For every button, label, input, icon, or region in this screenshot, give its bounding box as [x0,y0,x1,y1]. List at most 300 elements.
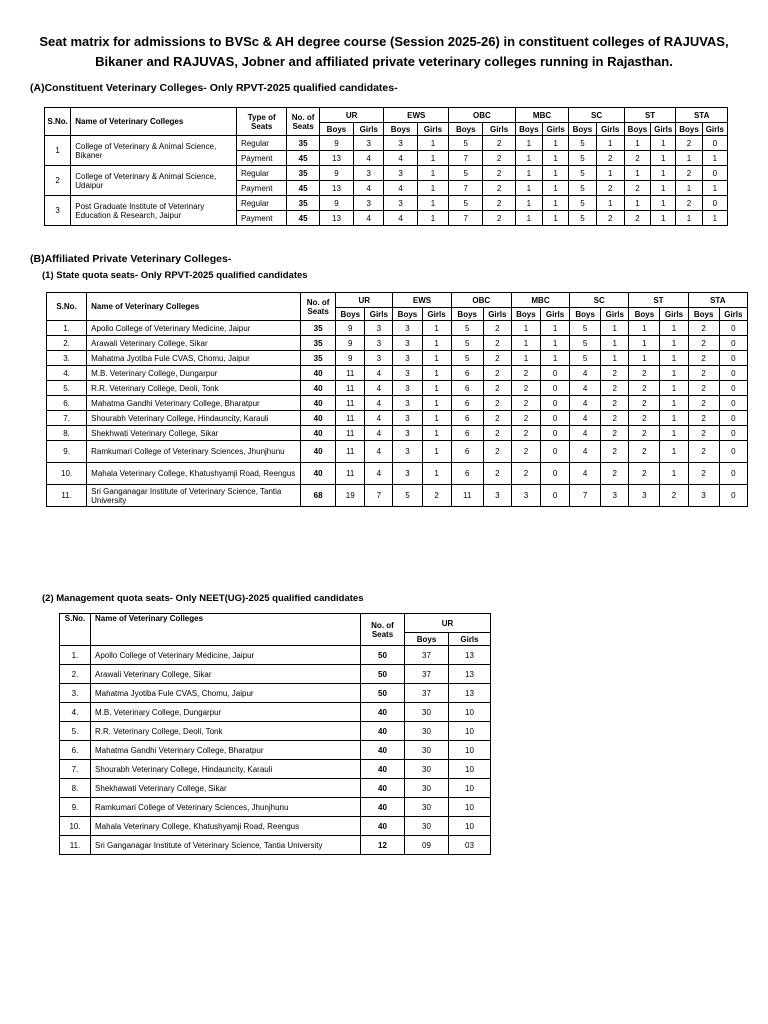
count-cell: 0 [719,463,747,485]
count-cell: 5 [570,321,601,336]
count-cell: 11 [451,485,483,507]
count-cell: 2 [596,181,624,196]
count-cell: 1 [515,166,542,181]
girls-count-cell: 10 [449,760,491,779]
count-cell: 3 [384,136,417,151]
count-cell: 4 [570,441,601,463]
table-row [45,196,728,211]
count-cell: 2 [688,426,719,441]
seats-cell: 35 [301,351,336,366]
girls-count-cell: 13 [449,684,491,703]
count-cell: 1 [596,166,624,181]
count-cell: 13 [319,151,353,166]
girls-count-cell: 10 [449,741,491,760]
count-cell: 1 [660,381,688,396]
count-cell: 11 [336,381,365,396]
count-cell: 0 [540,411,569,426]
table-row [60,836,491,855]
count-cell: 4 [570,426,601,441]
count-cell: 2 [688,441,719,463]
seats-cell: 40 [301,441,336,463]
count-cell: 2 [676,166,702,181]
sno-cell: 4. [60,703,91,722]
count-cell: 2 [596,211,624,226]
count-cell: 1 [651,196,676,211]
count-cell: 3 [393,441,422,463]
col-girls-header: Girls [483,123,515,136]
seats-cell: 40 [301,463,336,485]
sno-cell: 10. [60,817,91,836]
sno-cell: 7. [47,411,87,426]
count-cell: 0 [719,426,747,441]
count-cell: 19 [336,485,365,507]
table-row [47,321,748,336]
table-row [60,817,491,836]
count-cell: 3 [354,196,384,211]
title-line-2: Bikaner and RAJUVAS, Jobner and affiliated private veterinary colleges running in Rajasthan. [95,54,673,69]
cat-header: ST [624,108,676,123]
count-cell: 3 [365,351,393,366]
count-cell: 1 [601,351,629,366]
seats-cell: 35 [287,136,319,151]
count-cell: 1 [601,321,629,336]
col-boys-header: Boys [570,308,601,321]
page-title [30,32,738,72]
college-name-cell: Mahatma Gandhi Veterinary College, Bharatpur [87,396,301,411]
count-cell: 2 [624,211,650,226]
girls-count-cell: 10 [449,817,491,836]
count-cell: 5 [569,196,596,211]
seats-cell: 40 [301,396,336,411]
count-cell: 11 [336,411,365,426]
seats-cell: 40 [361,760,405,779]
count-cell: 2 [601,463,629,485]
count-cell: 1 [515,136,542,151]
table-row [47,441,748,463]
count-cell: 1 [660,411,688,426]
count-cell: 2 [624,181,650,196]
col-name-header: Name of Veterinary Colleges [71,108,237,136]
count-cell: 3 [393,396,422,411]
count-cell: 1 [702,181,727,196]
count-cell: 13 [319,211,353,226]
count-cell: 2 [688,351,719,366]
count-cell: 1 [417,181,448,196]
count-cell: 1 [629,321,660,336]
col-boys-header: Boys [688,308,719,321]
count-cell: 2 [629,441,660,463]
count-cell: 2 [688,381,719,396]
cat-header: OBC [451,293,511,308]
seat-type-cell: Payment [236,211,287,226]
count-cell: 4 [365,366,393,381]
count-cell: 2 [511,426,540,441]
count-cell: 0 [540,463,569,485]
seats-cell: 45 [287,211,319,226]
count-cell: 2 [676,196,702,211]
count-cell: 7 [449,181,483,196]
count-cell: 1 [651,166,676,181]
sno-cell: 3. [60,684,91,703]
sno-cell: 1 [45,136,71,166]
col-type-header: Type of Seats [236,108,287,136]
count-cell: 0 [719,485,747,507]
count-cell: 4 [384,181,417,196]
count-cell: 1 [676,211,702,226]
table-row [45,166,728,181]
count-cell: 0 [540,426,569,441]
sno-cell: 8. [60,779,91,798]
count-cell: 2 [601,411,629,426]
col-sno-header: S.No. [47,293,87,321]
count-cell: 1 [660,463,688,485]
college-name-cell: R.R. Veterinary College, Deoli, Tonk [87,381,301,396]
table-row [60,665,491,684]
count-cell: 9 [319,136,353,151]
college-name-cell: Arawali Veterinary College, Sikar [87,336,301,351]
count-cell: 0 [719,321,747,336]
count-cell: 1 [624,166,650,181]
college-name-cell: Shourabh Veterinary College, Hindauncity, Karauli [91,760,361,779]
count-cell: 0 [702,196,727,211]
count-cell: 1 [660,351,688,366]
college-name-cell: Shourabh Veterinary College, Hindauncity, Karauli [87,411,301,426]
count-cell: 1 [660,321,688,336]
girls-count-cell: 10 [449,779,491,798]
count-cell: 9 [319,196,353,211]
count-cell: 1 [515,196,542,211]
count-cell: 11 [336,441,365,463]
count-cell: 3 [393,426,422,441]
count-cell: 5 [451,321,483,336]
seats-cell: 45 [287,151,319,166]
table-row [45,136,728,151]
count-cell: 3 [393,411,422,426]
count-cell: 9 [319,166,353,181]
count-cell: 1 [543,166,569,181]
count-cell: 1 [540,321,569,336]
seats-cell: 50 [361,646,405,665]
col-boys-header: Boys [629,308,660,321]
count-cell: 0 [540,485,569,507]
count-cell: 4 [570,463,601,485]
college-name-cell: Mahala Veterinary College, Khatushyamji Road, Reengus [91,817,361,836]
boys-count-cell: 30 [405,760,449,779]
count-cell: 3 [688,485,719,507]
count-cell: 4 [365,426,393,441]
count-cell: 2 [483,166,515,181]
count-cell: 7 [449,151,483,166]
count-cell: 2 [601,426,629,441]
count-cell: 3 [354,136,384,151]
title-line-1: Seat matrix for admissions to BVSc & AH degree course (Session 2025-26) in constituent colleges of RAJUVAS, [39,34,729,49]
count-cell: 1 [702,151,727,166]
count-cell: 6 [451,426,483,441]
col-boys-header: Boys [384,123,417,136]
count-cell: 5 [451,336,483,351]
count-cell: 0 [719,351,747,366]
count-cell: 3 [384,196,417,211]
count-cell: 1 [596,136,624,151]
count-cell: 7 [365,485,393,507]
count-cell: 11 [336,463,365,485]
count-cell: 2 [511,396,540,411]
count-cell: 3 [384,166,417,181]
boys-count-cell: 37 [405,665,449,684]
sno-cell: 11. [47,485,87,507]
seats-cell: 40 [301,411,336,426]
col-boys-header: Boys [624,123,650,136]
count-cell: 1 [417,196,448,211]
count-cell: 3 [393,463,422,485]
count-cell: 2 [629,426,660,441]
count-cell: 2 [511,411,540,426]
count-cell: 2 [511,463,540,485]
boys-count-cell: 37 [405,684,449,703]
seats-cell: 50 [361,665,405,684]
seats-cell: 50 [361,684,405,703]
count-cell: 1 [515,181,542,196]
count-cell: 6 [451,463,483,485]
seats-cell: 68 [301,485,336,507]
count-cell: 1 [422,381,451,396]
count-cell: 1 [422,441,451,463]
college-name-cell: Mahala Veterinary College, Khatushyamji Road, Reengus [87,463,301,485]
count-cell: 1 [417,151,448,166]
seats-cell: 45 [287,181,319,196]
col-sno-header: S.No. [60,614,91,646]
seats-cell: 35 [301,336,336,351]
count-cell: 1 [702,211,727,226]
sno-cell: 3 [45,196,71,226]
count-cell: 3 [354,166,384,181]
count-cell: 1 [660,441,688,463]
count-cell: 2 [688,463,719,485]
seat-type-cell: Regular [236,136,287,151]
count-cell: 13 [319,181,353,196]
count-cell: 2 [511,366,540,381]
count-cell: 11 [336,366,365,381]
count-cell: 2 [660,485,688,507]
college-name-cell: Ramkumari College of Veterinary Sciences, Jhunjhunu [87,441,301,463]
count-cell: 0 [719,381,747,396]
girls-count-cell: 10 [449,703,491,722]
count-cell: 1 [540,351,569,366]
sno-cell: 9. [60,798,91,817]
count-cell: 1 [629,336,660,351]
count-cell: 0 [719,366,747,381]
girls-count-cell: 10 [449,798,491,817]
table-header-row [45,108,728,123]
count-cell: 1 [417,136,448,151]
section-a-heading: (A)Constituent Veterinary Colleges- Only RPVT-2025 qualified candidates- [30,82,398,94]
cat-header: SC [570,293,629,308]
count-cell: 2 [629,366,660,381]
count-cell: 2 [601,441,629,463]
seats-cell: 40 [301,366,336,381]
section-b-heading: (B)Affiliated Private Veterinary Colleges- [30,253,232,265]
count-cell: 2 [422,485,451,507]
count-cell: 1 [660,366,688,381]
count-cell: 2 [483,426,511,441]
col-girls-header: Girls [660,308,688,321]
seats-cell: 35 [301,321,336,336]
count-cell: 4 [365,441,393,463]
count-cell: 7 [570,485,601,507]
col-girls-header: Girls [719,308,747,321]
count-cell: 9 [336,336,365,351]
seats-cell: 35 [287,166,319,181]
count-cell: 2 [483,151,515,166]
count-cell: 1 [660,336,688,351]
boys-count-cell: 37 [405,646,449,665]
count-cell: 0 [719,411,747,426]
management-quota-table [59,613,491,855]
count-cell: 4 [354,181,384,196]
boys-count-cell: 30 [405,779,449,798]
table-row [60,722,491,741]
count-cell: 2 [483,136,515,151]
college-name-cell: Sri Ganganagar Institute of Veterinary Science, Tantia University [87,485,301,507]
cat-header: EWS [393,293,451,308]
count-cell: 2 [629,396,660,411]
table-header-row [47,293,748,308]
col-boys-header: Boys [676,123,702,136]
count-cell: 4 [570,411,601,426]
seat-type-cell: Payment [236,151,287,166]
col-boys-header: Boys [405,633,449,646]
count-cell: 9 [336,321,365,336]
col-boys-header: Boys [319,123,353,136]
cat-header: STA [676,108,728,123]
college-name-cell: Mahatma Gandhi Veterinary College, Bharatpur [91,741,361,760]
count-cell: 3 [393,321,422,336]
col-seats-header: No. of Seats [287,108,319,136]
col-sno-header: S.No. [45,108,71,136]
count-cell: 0 [540,396,569,411]
col-boys-header: Boys [449,123,483,136]
count-cell: 3 [393,351,422,366]
state-quota-table [46,292,748,507]
count-cell: 2 [483,351,511,366]
col-girls-header: Girls [354,123,384,136]
seats-cell: 40 [361,722,405,741]
count-cell: 3 [483,485,511,507]
count-cell: 1 [660,396,688,411]
college-name-cell: Mahatma Jyotiba Fule CVAS, Chomu, Jaipur [91,684,361,703]
seats-cell: 40 [361,741,405,760]
cat-header: STA [688,293,747,308]
girls-count-cell: 10 [449,722,491,741]
count-cell: 2 [601,396,629,411]
college-name-cell: Apollo College of Veterinary Medicine, Jaipur [87,321,301,336]
seat-type-cell: Regular [236,196,287,211]
count-cell: 1 [601,336,629,351]
boys-count-cell: 30 [405,817,449,836]
count-cell: 2 [688,396,719,411]
cat-header: UR [405,614,491,633]
count-cell: 2 [601,381,629,396]
cat-header: UR [336,293,393,308]
sno-cell: 6. [47,396,87,411]
count-cell: 5 [569,166,596,181]
sno-cell: 5. [60,722,91,741]
col-boys-header: Boys [336,308,365,321]
cat-header: SC [569,108,625,123]
col-name-header: Name of Veterinary Colleges [87,293,301,321]
count-cell: 2 [688,366,719,381]
col-girls-header: Girls [596,123,624,136]
count-cell: 5 [570,336,601,351]
table-row [47,426,748,441]
count-cell: 2 [596,151,624,166]
sno-cell: 6. [60,741,91,760]
count-cell: 2 [483,441,511,463]
count-cell: 2 [483,411,511,426]
cat-header: OBC [449,108,516,123]
count-cell: 1 [540,336,569,351]
college-name-cell: R.R. Veterinary College, Deoli, Tonk [91,722,361,741]
count-cell: 1 [629,351,660,366]
col-girls-header: Girls [483,308,511,321]
count-cell: 2 [624,151,650,166]
table-row [60,798,491,817]
table-row [60,760,491,779]
count-cell: 2 [688,321,719,336]
count-cell: 2 [629,463,660,485]
count-cell: 1 [511,321,540,336]
count-cell: 1 [651,136,676,151]
count-cell: 1 [651,211,676,226]
sno-cell: 5. [47,381,87,396]
count-cell: 4 [384,211,417,226]
count-cell: 1 [676,181,702,196]
table-row [60,646,491,665]
count-cell: 1 [422,463,451,485]
count-cell: 4 [384,151,417,166]
count-cell: 5 [569,211,596,226]
seats-cell: 35 [287,196,319,211]
count-cell: 2 [511,381,540,396]
count-cell: 0 [540,441,569,463]
count-cell: 1 [422,411,451,426]
college-name-cell: Shekhwati Veterinary College, Sikar [87,426,301,441]
girls-count-cell: 03 [449,836,491,855]
boys-count-cell: 30 [405,741,449,760]
col-girls-header: Girls [601,308,629,321]
table-row [47,485,748,507]
count-cell: 1 [543,136,569,151]
count-cell: 3 [393,366,422,381]
college-name-cell: M.B. Veterinary College, Dungarpur [87,366,301,381]
count-cell: 3 [601,485,629,507]
seats-cell: 40 [301,381,336,396]
cat-header: MBC [515,108,569,123]
count-cell: 5 [393,485,422,507]
boys-count-cell: 30 [405,798,449,817]
count-cell: 3 [365,336,393,351]
count-cell: 3 [393,336,422,351]
count-cell: 1 [660,426,688,441]
boys-count-cell: 09 [405,836,449,855]
sno-cell: 7. [60,760,91,779]
count-cell: 1 [543,151,569,166]
table-row [47,396,748,411]
sno-cell: 11. [60,836,91,855]
count-cell: 5 [449,196,483,211]
cat-header: UR [319,108,384,123]
count-cell: 2 [629,381,660,396]
